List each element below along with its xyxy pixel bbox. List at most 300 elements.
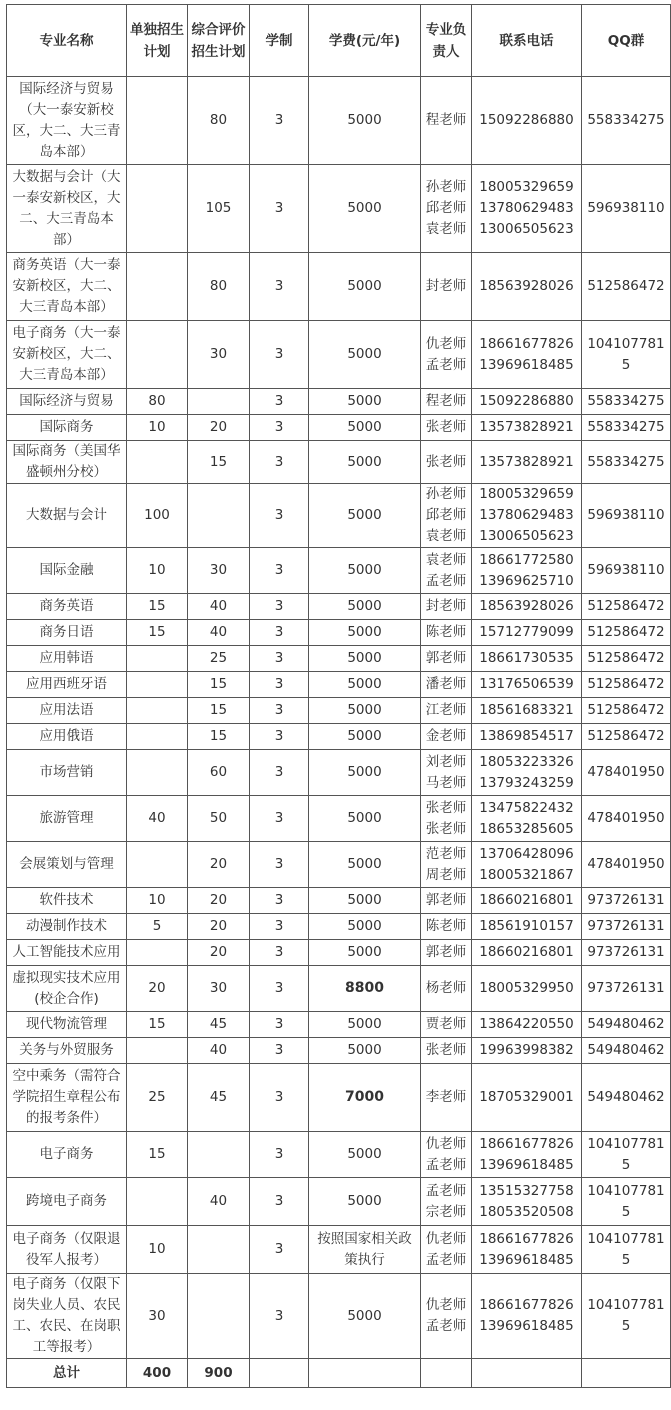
comprehensive-plan-cell: 40 — [188, 594, 250, 620]
contact-person: 孟老师 — [425, 1156, 467, 1173]
single-plan-cell: 10 — [127, 548, 188, 594]
contact-person: 程老师 — [425, 393, 467, 409]
contact-person: 袁老师 — [425, 551, 467, 568]
major-name-cell: 应用韩语 — [7, 646, 127, 672]
contact-person: 袁老师 — [425, 528, 467, 544]
contact-person-cell — [421, 888, 472, 914]
table-row — [7, 548, 671, 594]
phone-cell — [472, 698, 582, 724]
contact-person-cell — [421, 321, 472, 389]
comprehensive-plan-cell — [188, 484, 250, 548]
contact-phone: 15092286880 — [479, 393, 574, 409]
fee-cell: 5000 — [309, 672, 421, 698]
qq-group-cell: 558334275 — [582, 77, 671, 165]
qq-group-cell: 973726131 — [582, 940, 671, 966]
single-plan-cell: 15 — [127, 1132, 188, 1178]
contact-person: 孟老师 — [425, 1182, 467, 1199]
fee-cell: 5000 — [309, 646, 421, 672]
contact-person: 仇老师 — [425, 1230, 467, 1247]
contact-person-cell — [421, 1226, 472, 1274]
contact-person: 张老师 — [425, 1042, 467, 1058]
comprehensive-plan-cell: 20 — [188, 415, 250, 441]
comprehensive-plan-cell: 105 — [188, 165, 250, 253]
contact-phone: 18660216801 — [479, 892, 574, 908]
major-name-cell: 电子商务（仅限退役军人报考） — [7, 1226, 127, 1274]
comprehensive-plan-cell: 20 — [188, 940, 250, 966]
comprehensive-plan-cell: 30 — [188, 548, 250, 594]
contact-person-cell — [421, 620, 472, 646]
years-cell: 3 — [250, 1226, 309, 1274]
contact-phone: 13573828921 — [479, 419, 574, 435]
contact-phone: 13515327758 — [479, 1182, 574, 1199]
contact-phone: 13969618485 — [479, 356, 574, 373]
phone-cell — [472, 484, 582, 548]
single-plan-cell — [127, 253, 188, 321]
single-plan-cell — [127, 1038, 188, 1064]
qq-group-cell: 596938110 — [582, 165, 671, 253]
table-row — [7, 77, 671, 165]
total-single-plan: 400 — [127, 1359, 188, 1388]
header-fee: 学费(元/年) — [309, 5, 421, 77]
table-row — [7, 321, 671, 389]
single-plan-cell — [127, 698, 188, 724]
contact-phone: 18005329659 — [479, 486, 574, 502]
qq-group-cell: 549480462 — [582, 1064, 671, 1132]
contact-phone: 18563928026 — [479, 598, 574, 614]
years-cell: 3 — [250, 1178, 309, 1226]
major-name-cell: 大数据与会计（大一泰安新校区，大二、大三青岛本部） — [7, 165, 127, 253]
contact-person: 孙老师 — [425, 486, 467, 502]
contact-person-cell — [421, 165, 472, 253]
single-plan-cell: 15 — [127, 1012, 188, 1038]
years-cell: 3 — [250, 389, 309, 415]
single-plan-cell — [127, 672, 188, 698]
header-major: 专业名称 — [7, 5, 127, 77]
header-single-plan: 单独招生计划 — [127, 5, 188, 77]
header-qq-group: QQ群 — [582, 5, 671, 77]
contact-person-cell — [421, 484, 472, 548]
single-plan-cell — [127, 842, 188, 888]
contact-phone: 18660216801 — [479, 944, 574, 960]
years-cell: 3 — [250, 888, 309, 914]
major-name-cell: 商务英语（大一泰安新校区，大二、大三青岛本部） — [7, 253, 127, 321]
total-row — [7, 1359, 671, 1388]
contact-phone: 18705329001 — [479, 1089, 574, 1105]
contact-person-cell — [421, 940, 472, 966]
single-plan-cell — [127, 77, 188, 165]
fee-cell: 5000 — [309, 548, 421, 594]
phone-cell — [472, 1274, 582, 1359]
qq-group-cell: 549480462 — [582, 1012, 671, 1038]
phone-cell — [472, 940, 582, 966]
total-comprehensive-plan: 900 — [188, 1359, 250, 1388]
contact-person: 宗老师 — [425, 1203, 467, 1220]
years-cell: 3 — [250, 1064, 309, 1132]
phone-cell — [472, 724, 582, 750]
contact-person-cell — [421, 698, 472, 724]
years-cell: 3 — [250, 484, 309, 548]
comprehensive-plan-cell — [188, 1132, 250, 1178]
comprehensive-plan-cell: 20 — [188, 914, 250, 940]
table-row — [7, 484, 671, 548]
header-contact-person: 专业负责人 — [421, 5, 472, 77]
table-row — [7, 1132, 671, 1178]
fee-cell: 8800 — [309, 966, 421, 1012]
fee-cell: 5000 — [309, 594, 421, 620]
contact-person-cell — [421, 1178, 472, 1226]
major-name-cell: 软件技术 — [7, 888, 127, 914]
contact-phone: 19963998382 — [479, 1042, 574, 1058]
table-row — [7, 842, 671, 888]
qq-group-cell: 973726131 — [582, 966, 671, 1012]
contact-person-cell — [421, 415, 472, 441]
comprehensive-plan-cell: 15 — [188, 441, 250, 484]
table-row — [7, 594, 671, 620]
single-plan-cell: 10 — [127, 888, 188, 914]
contact-phone: 18661677826 — [479, 1135, 574, 1152]
comprehensive-plan-cell: 80 — [188, 253, 250, 321]
phone-cell — [472, 1012, 582, 1038]
contact-person: 潘老师 — [425, 676, 467, 692]
comprehensive-plan-cell: 15 — [188, 724, 250, 750]
major-name-cell: 应用法语 — [7, 698, 127, 724]
contact-person-cell — [421, 253, 472, 321]
years-cell: 3 — [250, 1038, 309, 1064]
fee-cell: 5000 — [309, 724, 421, 750]
contact-person: 孙老师 — [425, 179, 467, 195]
qq-group-cell: 558334275 — [582, 441, 671, 484]
contact-person: 孟老师 — [425, 1318, 467, 1334]
major-name-cell: 电子商务 — [7, 1132, 127, 1178]
comprehensive-plan-cell: 40 — [188, 1038, 250, 1064]
contact-person-cell — [421, 646, 472, 672]
table-row — [7, 441, 671, 484]
phone-cell — [472, 165, 582, 253]
single-plan-cell: 30 — [127, 1274, 188, 1359]
major-name-cell: 人工智能技术应用 — [7, 940, 127, 966]
qq-group-cell: 1041077815 — [582, 321, 671, 389]
major-name-cell: 空中乘务（需符合学院招生章程公布的报考条件） — [7, 1064, 127, 1132]
comprehensive-plan-cell — [188, 389, 250, 415]
phone-cell — [472, 594, 582, 620]
contact-person: 范老师 — [425, 845, 467, 862]
contact-person: 陈老师 — [425, 624, 467, 640]
fee-cell: 7000 — [309, 1064, 421, 1132]
contact-person: 江老师 — [425, 702, 467, 718]
contact-person: 封老师 — [425, 278, 467, 294]
comprehensive-plan-cell: 25 — [188, 646, 250, 672]
table-row — [7, 646, 671, 672]
qq-group-cell: 558334275 — [582, 389, 671, 415]
fee-cell: 5000 — [309, 1012, 421, 1038]
table-row — [7, 415, 671, 441]
years-cell: 3 — [250, 940, 309, 966]
phone-cell — [472, 321, 582, 389]
qq-group-cell: 973726131 — [582, 888, 671, 914]
phone-cell — [472, 389, 582, 415]
qq-group-cell: 558334275 — [582, 415, 671, 441]
phone-cell — [472, 646, 582, 672]
contact-person: 张老师 — [425, 820, 467, 837]
header-comprehensive-plan: 综合评价招生计划 — [188, 5, 250, 77]
single-plan-cell: 15 — [127, 594, 188, 620]
contact-person-cell — [421, 750, 472, 796]
contact-person: 仇老师 — [425, 1135, 467, 1152]
years-cell: 3 — [250, 165, 309, 253]
table-row — [7, 1226, 671, 1274]
contact-person: 杨老师 — [425, 980, 467, 996]
contact-phone: 18661677826 — [479, 335, 574, 352]
single-plan-cell — [127, 646, 188, 672]
table-row — [7, 1012, 671, 1038]
contact-phone: 13864220550 — [479, 1016, 574, 1032]
years-cell: 3 — [250, 1132, 309, 1178]
comprehensive-plan-cell: 15 — [188, 672, 250, 698]
contact-phone: 13969618485 — [479, 1251, 574, 1268]
contact-phone: 18561910157 — [479, 918, 574, 934]
contact-person: 张老师 — [425, 419, 467, 435]
single-plan-cell — [127, 165, 188, 253]
single-plan-cell — [127, 724, 188, 750]
single-plan-cell: 15 — [127, 620, 188, 646]
fee-cell: 5000 — [309, 914, 421, 940]
qq-group-cell: 596938110 — [582, 548, 671, 594]
table-row — [7, 389, 671, 415]
contact-phone: 13006505623 — [479, 528, 574, 544]
years-cell: 3 — [250, 842, 309, 888]
qq-group-cell: 1041077815 — [582, 1226, 671, 1274]
major-name-cell: 国际商务 — [7, 415, 127, 441]
single-plan-cell: 10 — [127, 415, 188, 441]
contact-person-cell — [421, 77, 472, 165]
years-cell: 3 — [250, 594, 309, 620]
years-cell: 3 — [250, 1012, 309, 1038]
qq-group-cell: 512586472 — [582, 672, 671, 698]
fee-cell: 5000 — [309, 1274, 421, 1359]
table-row — [7, 888, 671, 914]
phone-cell — [472, 620, 582, 646]
contact-person-cell — [421, 724, 472, 750]
years-cell: 3 — [250, 77, 309, 165]
table-row — [7, 698, 671, 724]
contact-phone: 15712779099 — [479, 624, 574, 640]
phone-cell — [472, 1226, 582, 1274]
contact-phone: 13969625710 — [479, 572, 574, 589]
fee-cell: 5000 — [309, 1038, 421, 1064]
major-name-cell: 旅游管理 — [7, 796, 127, 842]
header-phone: 联系电话 — [472, 5, 582, 77]
total-empty-cell — [250, 1359, 309, 1388]
total-empty-cell — [309, 1359, 421, 1388]
comprehensive-plan-cell: 20 — [188, 842, 250, 888]
single-plan-cell — [127, 321, 188, 389]
contact-person: 邱老师 — [425, 200, 467, 216]
phone-cell — [472, 842, 582, 888]
contact-person-cell — [421, 914, 472, 940]
table-row — [7, 966, 671, 1012]
fee-cell: 5000 — [309, 698, 421, 724]
comprehensive-plan-cell: 45 — [188, 1012, 250, 1038]
contact-person-cell — [421, 1038, 472, 1064]
qq-group-cell: 478401950 — [582, 750, 671, 796]
years-cell: 3 — [250, 1274, 309, 1359]
contact-person: 李老师 — [425, 1089, 467, 1105]
qq-group-cell: 512586472 — [582, 620, 671, 646]
phone-cell — [472, 1132, 582, 1178]
phone-cell — [472, 1038, 582, 1064]
years-cell: 3 — [250, 698, 309, 724]
qq-group-cell: 596938110 — [582, 484, 671, 548]
phone-cell — [472, 750, 582, 796]
fee-cell: 5000 — [309, 321, 421, 389]
single-plan-cell: 25 — [127, 1064, 188, 1132]
header-row — [7, 5, 671, 77]
contact-person-cell — [421, 796, 472, 842]
contact-person-cell — [421, 1012, 472, 1038]
single-plan-cell — [127, 441, 188, 484]
contact-person: 仇老师 — [425, 335, 467, 352]
years-cell: 3 — [250, 321, 309, 389]
major-name-cell: 国际经济与贸易（大一泰安新校区，大二、大三青岛本部） — [7, 77, 127, 165]
comprehensive-plan-cell: 50 — [188, 796, 250, 842]
fee-cell: 5000 — [309, 842, 421, 888]
major-name-cell: 市场营销 — [7, 750, 127, 796]
fee-cell: 5000 — [309, 389, 421, 415]
fee-cell: 5000 — [309, 888, 421, 914]
qq-group-cell: 1041077815 — [582, 1274, 671, 1359]
contact-phone: 13176506539 — [479, 676, 574, 692]
major-name-cell: 国际金融 — [7, 548, 127, 594]
header-years: 学制 — [250, 5, 309, 77]
table-row — [7, 1178, 671, 1226]
contact-phone: 18563928026 — [479, 278, 574, 294]
total-label: 总计 — [7, 1359, 127, 1388]
table-row — [7, 620, 671, 646]
comprehensive-plan-cell: 30 — [188, 966, 250, 1012]
comprehensive-plan-cell: 40 — [188, 620, 250, 646]
fee-cell: 5000 — [309, 165, 421, 253]
contact-person: 孟老师 — [425, 356, 467, 373]
contact-person-cell — [421, 1274, 472, 1359]
contact-phone: 13573828921 — [479, 453, 574, 470]
phone-cell — [472, 253, 582, 321]
years-cell: 3 — [250, 441, 309, 484]
contact-person-cell — [421, 594, 472, 620]
contact-person-cell — [421, 1132, 472, 1178]
contact-phone: 18661677826 — [479, 1297, 574, 1313]
contact-phone: 13475822432 — [479, 799, 574, 816]
major-name-cell: 应用西班牙语 — [7, 672, 127, 698]
contact-person: 孟老师 — [425, 572, 467, 589]
comprehensive-plan-cell — [188, 1274, 250, 1359]
fee-cell: 5000 — [309, 77, 421, 165]
comprehensive-plan-cell — [188, 1226, 250, 1274]
contact-person: 刘老师 — [425, 753, 467, 770]
contact-phone: 13969618485 — [479, 1318, 574, 1334]
years-cell: 3 — [250, 914, 309, 940]
single-plan-cell: 100 — [127, 484, 188, 548]
single-plan-cell — [127, 1178, 188, 1226]
contact-phone: 18561683321 — [479, 702, 574, 718]
single-plan-cell: 80 — [127, 389, 188, 415]
qq-group-cell: 512586472 — [582, 698, 671, 724]
contact-person: 张老师 — [425, 453, 467, 470]
contact-phone: 18053223326 — [479, 753, 574, 770]
phone-cell — [472, 441, 582, 484]
phone-cell — [472, 1064, 582, 1132]
qq-group-cell: 512586472 — [582, 594, 671, 620]
single-plan-cell: 40 — [127, 796, 188, 842]
contact-phone: 18653285605 — [479, 820, 574, 837]
years-cell: 3 — [250, 966, 309, 1012]
contact-person: 郭老师 — [425, 944, 467, 960]
contact-person-cell — [421, 842, 472, 888]
contact-phone: 18661730535 — [479, 650, 574, 666]
qq-group-cell: 973726131 — [582, 914, 671, 940]
contact-person: 周老师 — [425, 866, 467, 883]
contact-phone: 13793243259 — [479, 774, 574, 791]
comprehensive-plan-cell: 15 — [188, 698, 250, 724]
fee-cell: 5000 — [309, 1178, 421, 1226]
contact-person: 张老师 — [425, 799, 467, 816]
contact-person-cell — [421, 1064, 472, 1132]
contact-person: 金老师 — [425, 728, 467, 744]
table-row — [7, 1064, 671, 1132]
contact-phone: 18005329659 — [479, 179, 574, 195]
major-name-cell: 会展策划与管理 — [7, 842, 127, 888]
fee-cell: 5000 — [309, 484, 421, 548]
years-cell: 3 — [250, 750, 309, 796]
contact-person: 贾老师 — [425, 1016, 467, 1032]
years-cell: 3 — [250, 620, 309, 646]
qq-group-cell: 1041077815 — [582, 1132, 671, 1178]
table-row — [7, 672, 671, 698]
comprehensive-plan-cell: 45 — [188, 1064, 250, 1132]
table-row — [7, 1274, 671, 1359]
contact-person: 陈老师 — [425, 918, 467, 934]
major-name-cell: 应用俄语 — [7, 724, 127, 750]
qq-group-cell: 1041077815 — [582, 1178, 671, 1226]
years-cell: 3 — [250, 548, 309, 594]
years-cell: 3 — [250, 415, 309, 441]
table-row — [7, 253, 671, 321]
years-cell: 3 — [250, 724, 309, 750]
enrollment-table — [6, 4, 671, 1388]
contact-person-cell — [421, 672, 472, 698]
comprehensive-plan-cell: 80 — [188, 77, 250, 165]
comprehensive-plan-cell: 30 — [188, 321, 250, 389]
table-row — [7, 1038, 671, 1064]
single-plan-cell — [127, 750, 188, 796]
contact-person: 郭老师 — [425, 650, 467, 666]
phone-cell — [472, 415, 582, 441]
phone-cell — [472, 672, 582, 698]
fee-cell: 5000 — [309, 441, 421, 484]
contact-person: 袁老师 — [425, 221, 467, 237]
contact-phone: 18053520508 — [479, 1203, 574, 1220]
contact-person: 程老师 — [425, 112, 467, 128]
major-name-cell: 国际商务（美国华盛顿州分校） — [7, 441, 127, 484]
major-name-cell: 现代物流管理 — [7, 1012, 127, 1038]
contact-phone: 18661677826 — [479, 1230, 574, 1247]
contact-person: 郭老师 — [425, 892, 467, 908]
contact-phone: 13869854517 — [479, 728, 574, 744]
major-name-cell: 国际经济与贸易 — [7, 389, 127, 415]
contact-person-cell — [421, 389, 472, 415]
contact-phone: 18005329950 — [479, 980, 574, 996]
total-empty-cell — [582, 1359, 671, 1388]
phone-cell — [472, 888, 582, 914]
